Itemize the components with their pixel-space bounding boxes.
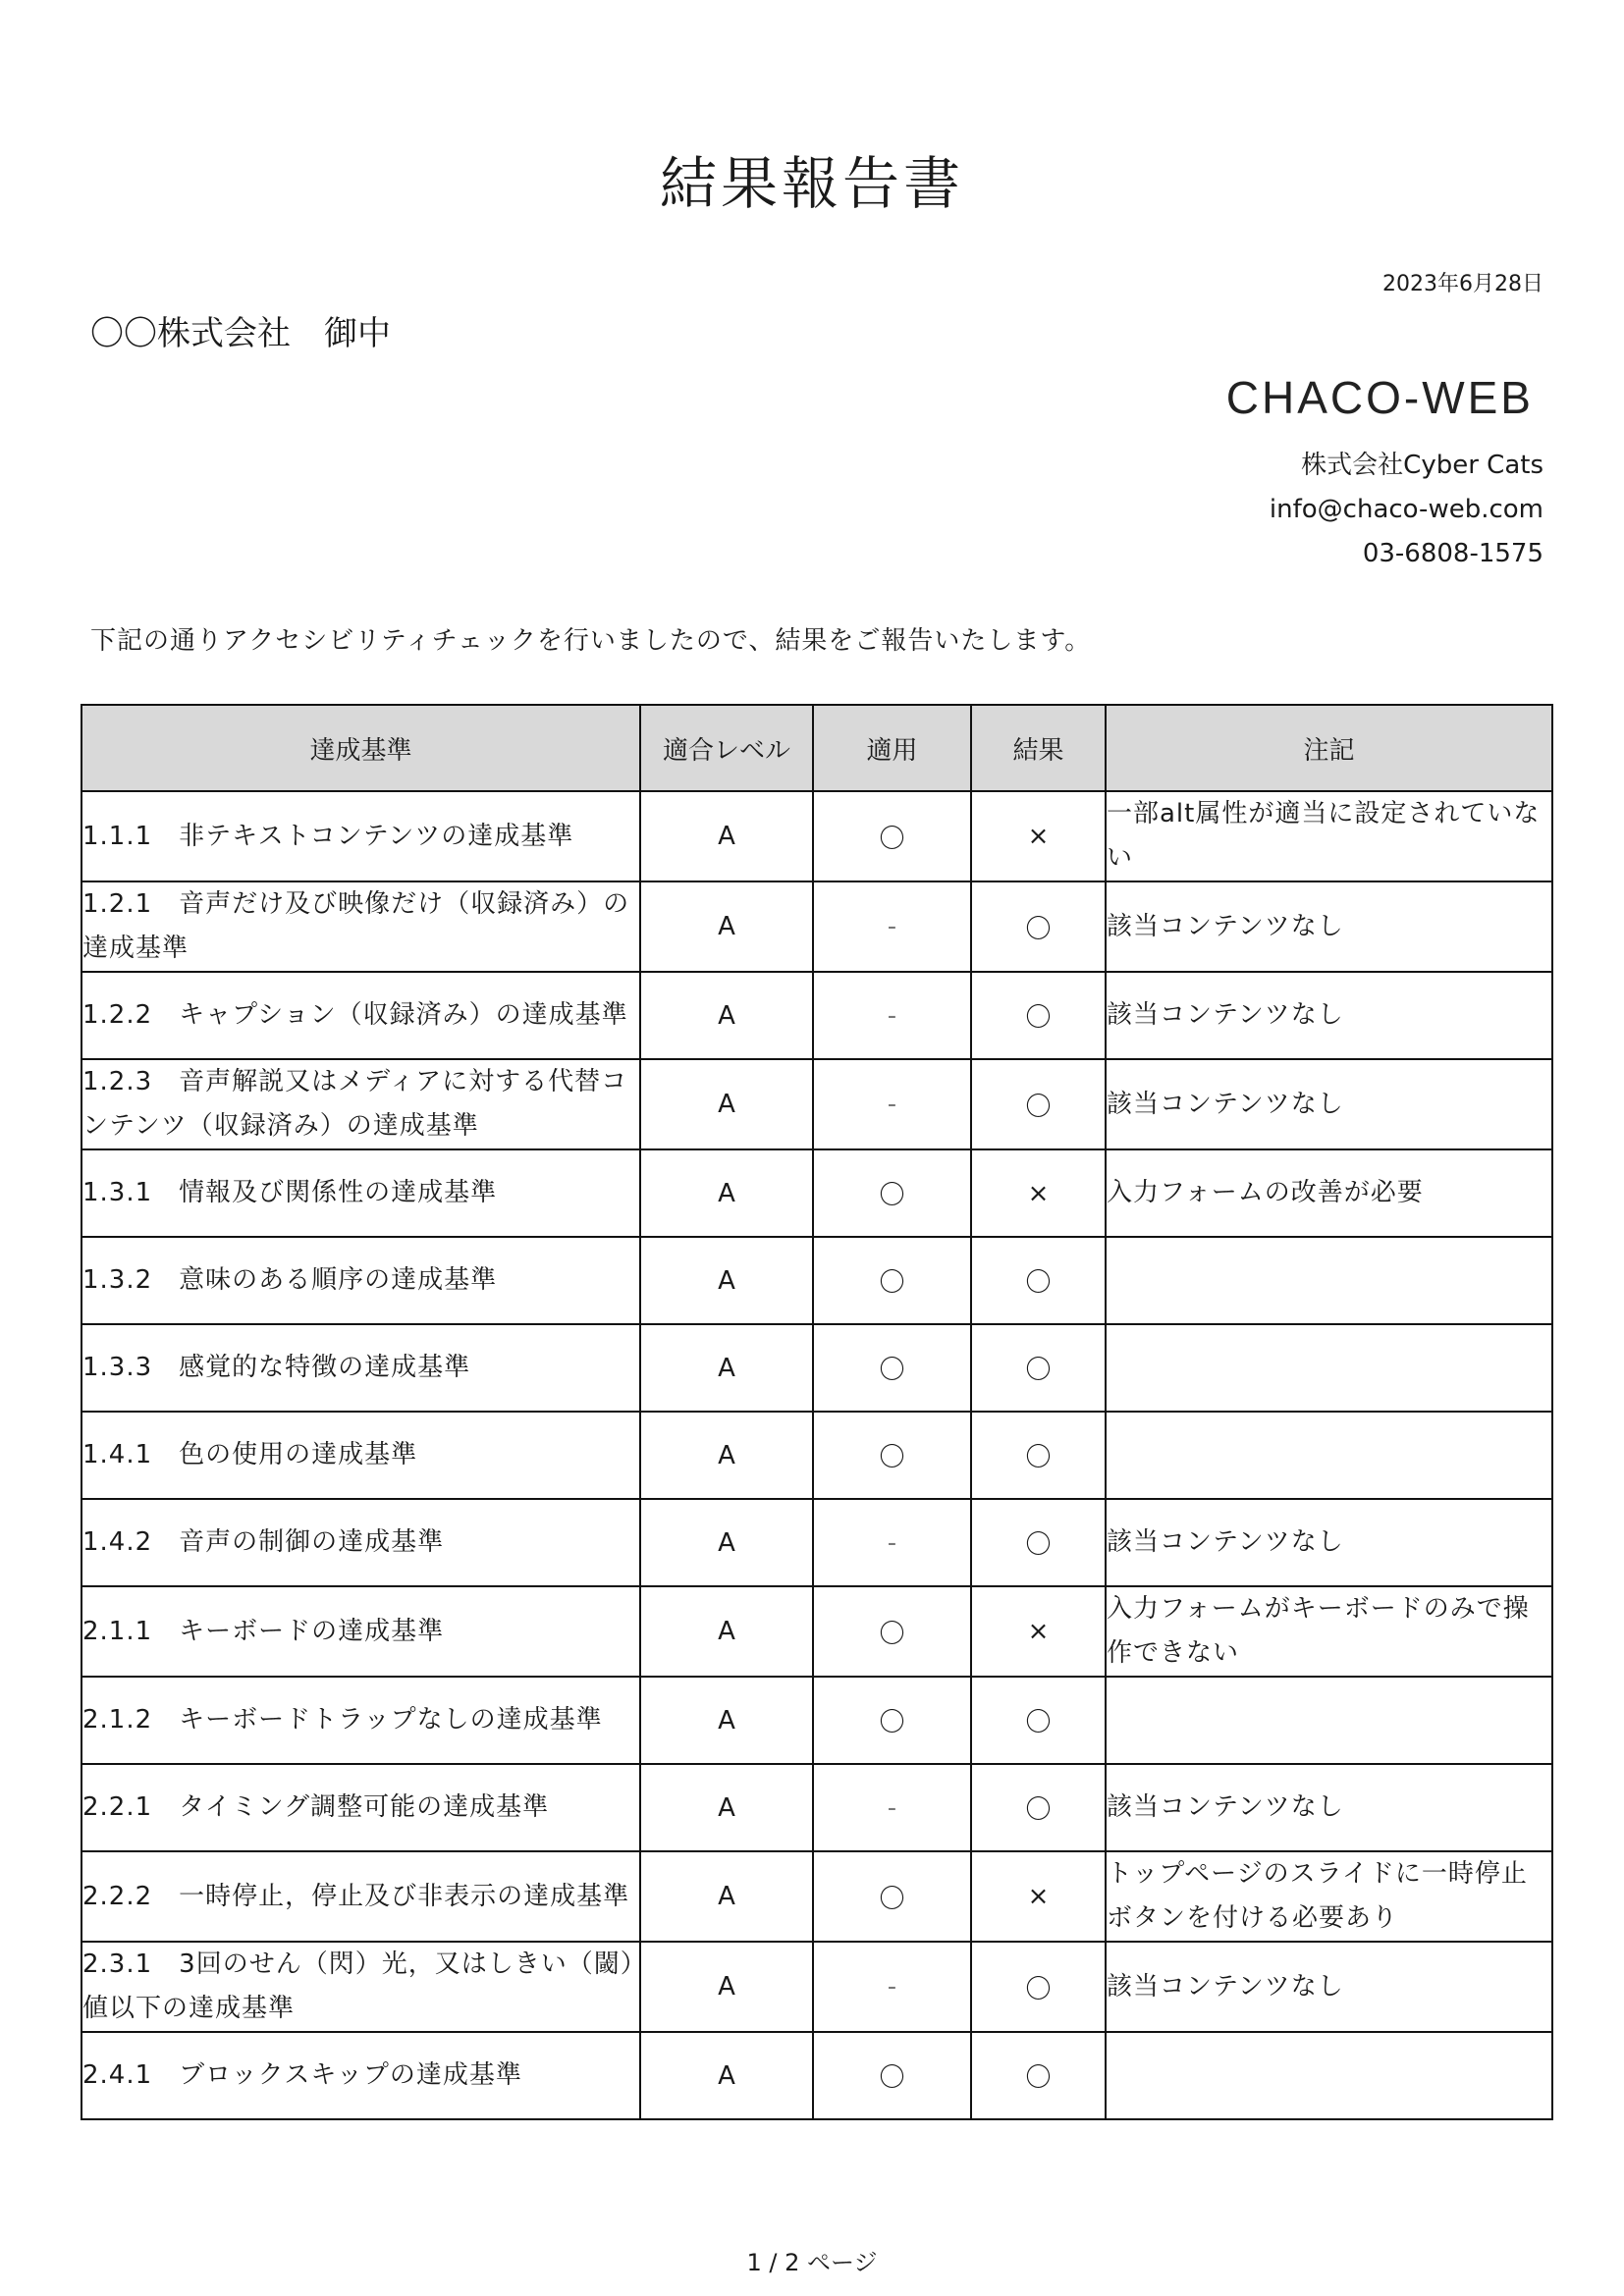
cell-applicable: 〇 [813,791,971,881]
cell-result: × [971,1851,1106,1942]
cell-result: 〇 [971,1237,1106,1324]
header-applicable: 適用 [813,705,971,791]
addressee: 〇〇株式会社 御中 [90,314,391,353]
cell-applicable: 〇 [813,1412,971,1499]
cell-applicable: 〇 [813,1237,971,1324]
cell-result: 〇 [971,881,1106,972]
contact-phone: 03-6808-1575 [1362,539,1543,568]
cell-note: 該当コンテンツなし [1106,1942,1552,2032]
cell-note: 入力フォームがキーボードのみで操作できない [1106,1586,1552,1677]
cell-level: A [640,791,813,881]
report-date: 2023年6月28日 [1382,272,1543,296]
cell-note [1106,2032,1552,2119]
cell-criterion: 1.3.1 情報及び関係性の達成基準 [81,1149,640,1237]
cell-result: 〇 [971,1764,1106,1851]
header-criterion: 達成基準 [81,705,640,791]
table-row [81,1237,1552,1324]
table-row [81,1586,1552,1677]
cell-level: A [640,1586,813,1677]
table-row [81,1412,1552,1499]
cell-criterion: 1.4.2 音声の制御の達成基準 [81,1499,640,1586]
cell-applicable: 〇 [813,1324,971,1412]
cell-result: 〇 [971,1677,1106,1764]
cell-result: × [971,1149,1106,1237]
page-footer: 1 / 2 ページ [746,2249,878,2276]
cell-criterion: 1.2.3 音声解説又はメディアに対する代替コンテンツ（収録済み）の達成基準 [81,1059,640,1149]
cell-criterion: 2.1.2 キーボードトラップなしの達成基準 [81,1677,640,1764]
header-level: 適合レベル [640,705,813,791]
contact-email: info@chaco-web.com [1269,495,1543,524]
cell-level: A [640,1942,813,2032]
table-row [81,1499,1552,1586]
cell-result: 〇 [971,2032,1106,2119]
cell-result: × [971,1586,1106,1677]
results-table [81,704,1553,2120]
cell-level: A [640,1412,813,1499]
table-row [81,1942,1552,2032]
cell-note: 該当コンテンツなし [1106,1764,1552,1851]
cell-note [1106,1324,1552,1412]
table-row [81,1764,1552,1851]
cell-level: A [640,881,813,972]
cell-applicable: 〇 [813,1149,971,1237]
table-header-row [81,705,1552,791]
cell-applicable: - [813,1942,971,2032]
cell-note: 入力フォームの改善が必要 [1106,1149,1552,1237]
cell-criterion: 2.2.1 タイミング調整可能の達成基準 [81,1764,640,1851]
cell-level: A [640,1059,813,1149]
intro-text: 下記の通りアクセシビリティチェックを行いましたので、結果をご報告いたします。 [90,626,1092,656]
cell-level: A [640,1764,813,1851]
table-row [81,791,1552,881]
cell-criterion: 2.4.1 ブロックスキップの達成基準 [81,2032,640,2119]
cell-criterion: 2.2.2 一時停止，停止及び非表示の達成基準 [81,1851,640,1942]
cell-note: 該当コンテンツなし [1106,881,1552,972]
table-row [81,1851,1552,1942]
cell-applicable: - [813,881,971,972]
cell-result: 〇 [971,1324,1106,1412]
cell-level: A [640,1677,813,1764]
cell-note: 該当コンテンツなし [1106,1059,1552,1149]
table-row [81,1149,1552,1237]
table-row [81,881,1552,972]
cell-level: A [640,2032,813,2119]
cell-level: A [640,1499,813,1586]
cell-result: 〇 [971,1499,1106,1586]
cell-note [1106,1237,1552,1324]
cell-result: 〇 [971,1412,1106,1499]
cell-result: × [971,791,1106,881]
table-row [81,1677,1552,1764]
cell-applicable: 〇 [813,1677,971,1764]
cell-note: 一部alt属性が適当に設定されていない [1106,791,1552,881]
cell-level: A [640,1324,813,1412]
cell-criterion: 1.3.2 意味のある順序の達成基準 [81,1237,640,1324]
cell-result: 〇 [971,1059,1106,1149]
cell-applicable: - [813,1499,971,1586]
cell-criterion: 1.4.1 色の使用の達成基準 [81,1412,640,1499]
cell-level: A [640,1237,813,1324]
cell-level: A [640,1851,813,1942]
table-row [81,1059,1552,1149]
cell-note [1106,1412,1552,1499]
cell-note: トップページのスライドに一時停止ボタンを付ける必要あり [1106,1851,1552,1942]
cell-criterion: 1.2.1 音声だけ及び映像だけ（収録済み）の達成基準 [81,881,640,972]
cell-criterion: 1.2.2 キャプション（収録済み）の達成基準 [81,972,640,1059]
cell-applicable: 〇 [813,1851,971,1942]
cell-result: 〇 [971,972,1106,1059]
cell-applicable: - [813,972,971,1059]
page-title: 結果報告書 [659,150,964,217]
cell-applicable: - [813,1764,971,1851]
company-name: 株式会社Cyber Cats [1301,451,1543,480]
cell-applicable: 〇 [813,1586,971,1677]
header-note: 注記 [1106,705,1552,791]
cell-note: 該当コンテンツなし [1106,972,1552,1059]
cell-note: 該当コンテンツなし [1106,1499,1552,1586]
cell-applicable: 〇 [813,2032,971,2119]
cell-criterion: 2.1.1 キーボードの達成基準 [81,1586,640,1677]
table-row [81,2032,1552,2119]
cell-applicable: - [813,1059,971,1149]
cell-criterion: 1.3.3 感覚的な特徴の達成基準 [81,1324,640,1412]
contact-block [1270,444,1543,576]
cell-criterion: 2.3.1 3回のせん（閃）光，又はしきい（閾）値以下の達成基準 [81,1942,640,2032]
cell-note [1106,1677,1552,1764]
table-row [81,1324,1552,1412]
cell-criterion: 1.1.1 非テキストコンテンツの達成基準 [81,791,640,881]
cell-result: 〇 [971,1942,1106,2032]
header-result: 結果 [971,705,1106,791]
cell-level: A [640,1149,813,1237]
cell-level: A [640,972,813,1059]
table-row [81,972,1552,1059]
company-logo: CHACO-WEB [1225,372,1534,423]
